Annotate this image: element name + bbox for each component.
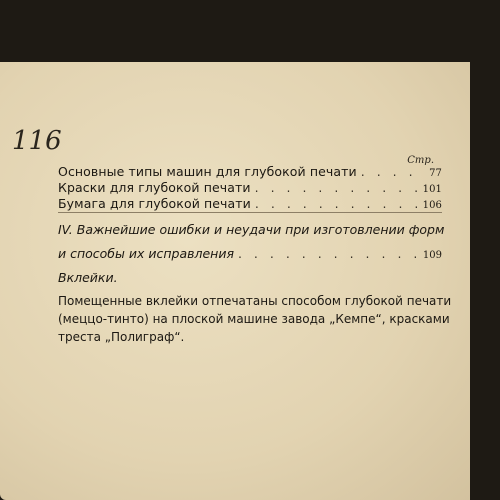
toc-entry-page: 101 [422,184,442,195]
toc-entry-title: Основные типы машин для глубокой печати [58,164,357,179]
toc-entry-page: 106 [422,200,442,211]
inserts-note-line: (меццо-тинто) на плоской машине завода „Кемпе“, красками [58,312,450,326]
inserts-note-line: треста „Полиграф“. [58,330,185,344]
toc-entry [58,180,442,195]
leader-dots [255,196,419,211]
toc-entry-title: Бумага для глубокой печати [58,196,251,211]
inserts-note-line: Помещенные вклейки отпечатаны способом глубокой печати [58,294,452,308]
book-page [0,62,470,500]
leader-dots [238,246,419,261]
section-divider [58,212,442,213]
toc-entry [58,196,442,211]
inserts-heading: Вклейки. [58,270,118,285]
toc-entry-page: 77 [429,168,442,179]
section-title-line-2-row [58,246,442,261]
page-column-header: Стр. [407,155,434,166]
leader-dots [361,164,425,179]
page-number: 116 [12,126,62,156]
toc-entry [58,164,442,179]
leader-dots [255,180,419,195]
toc-entry-title: Краски для глубокой печати [58,180,251,195]
section-title-line-2: и способы их исправления [58,246,234,261]
section-title-line-1: IV. Важнейшие ошибки и неудачи при изготовлении форм [58,222,445,237]
section-page: 109 [422,250,442,261]
